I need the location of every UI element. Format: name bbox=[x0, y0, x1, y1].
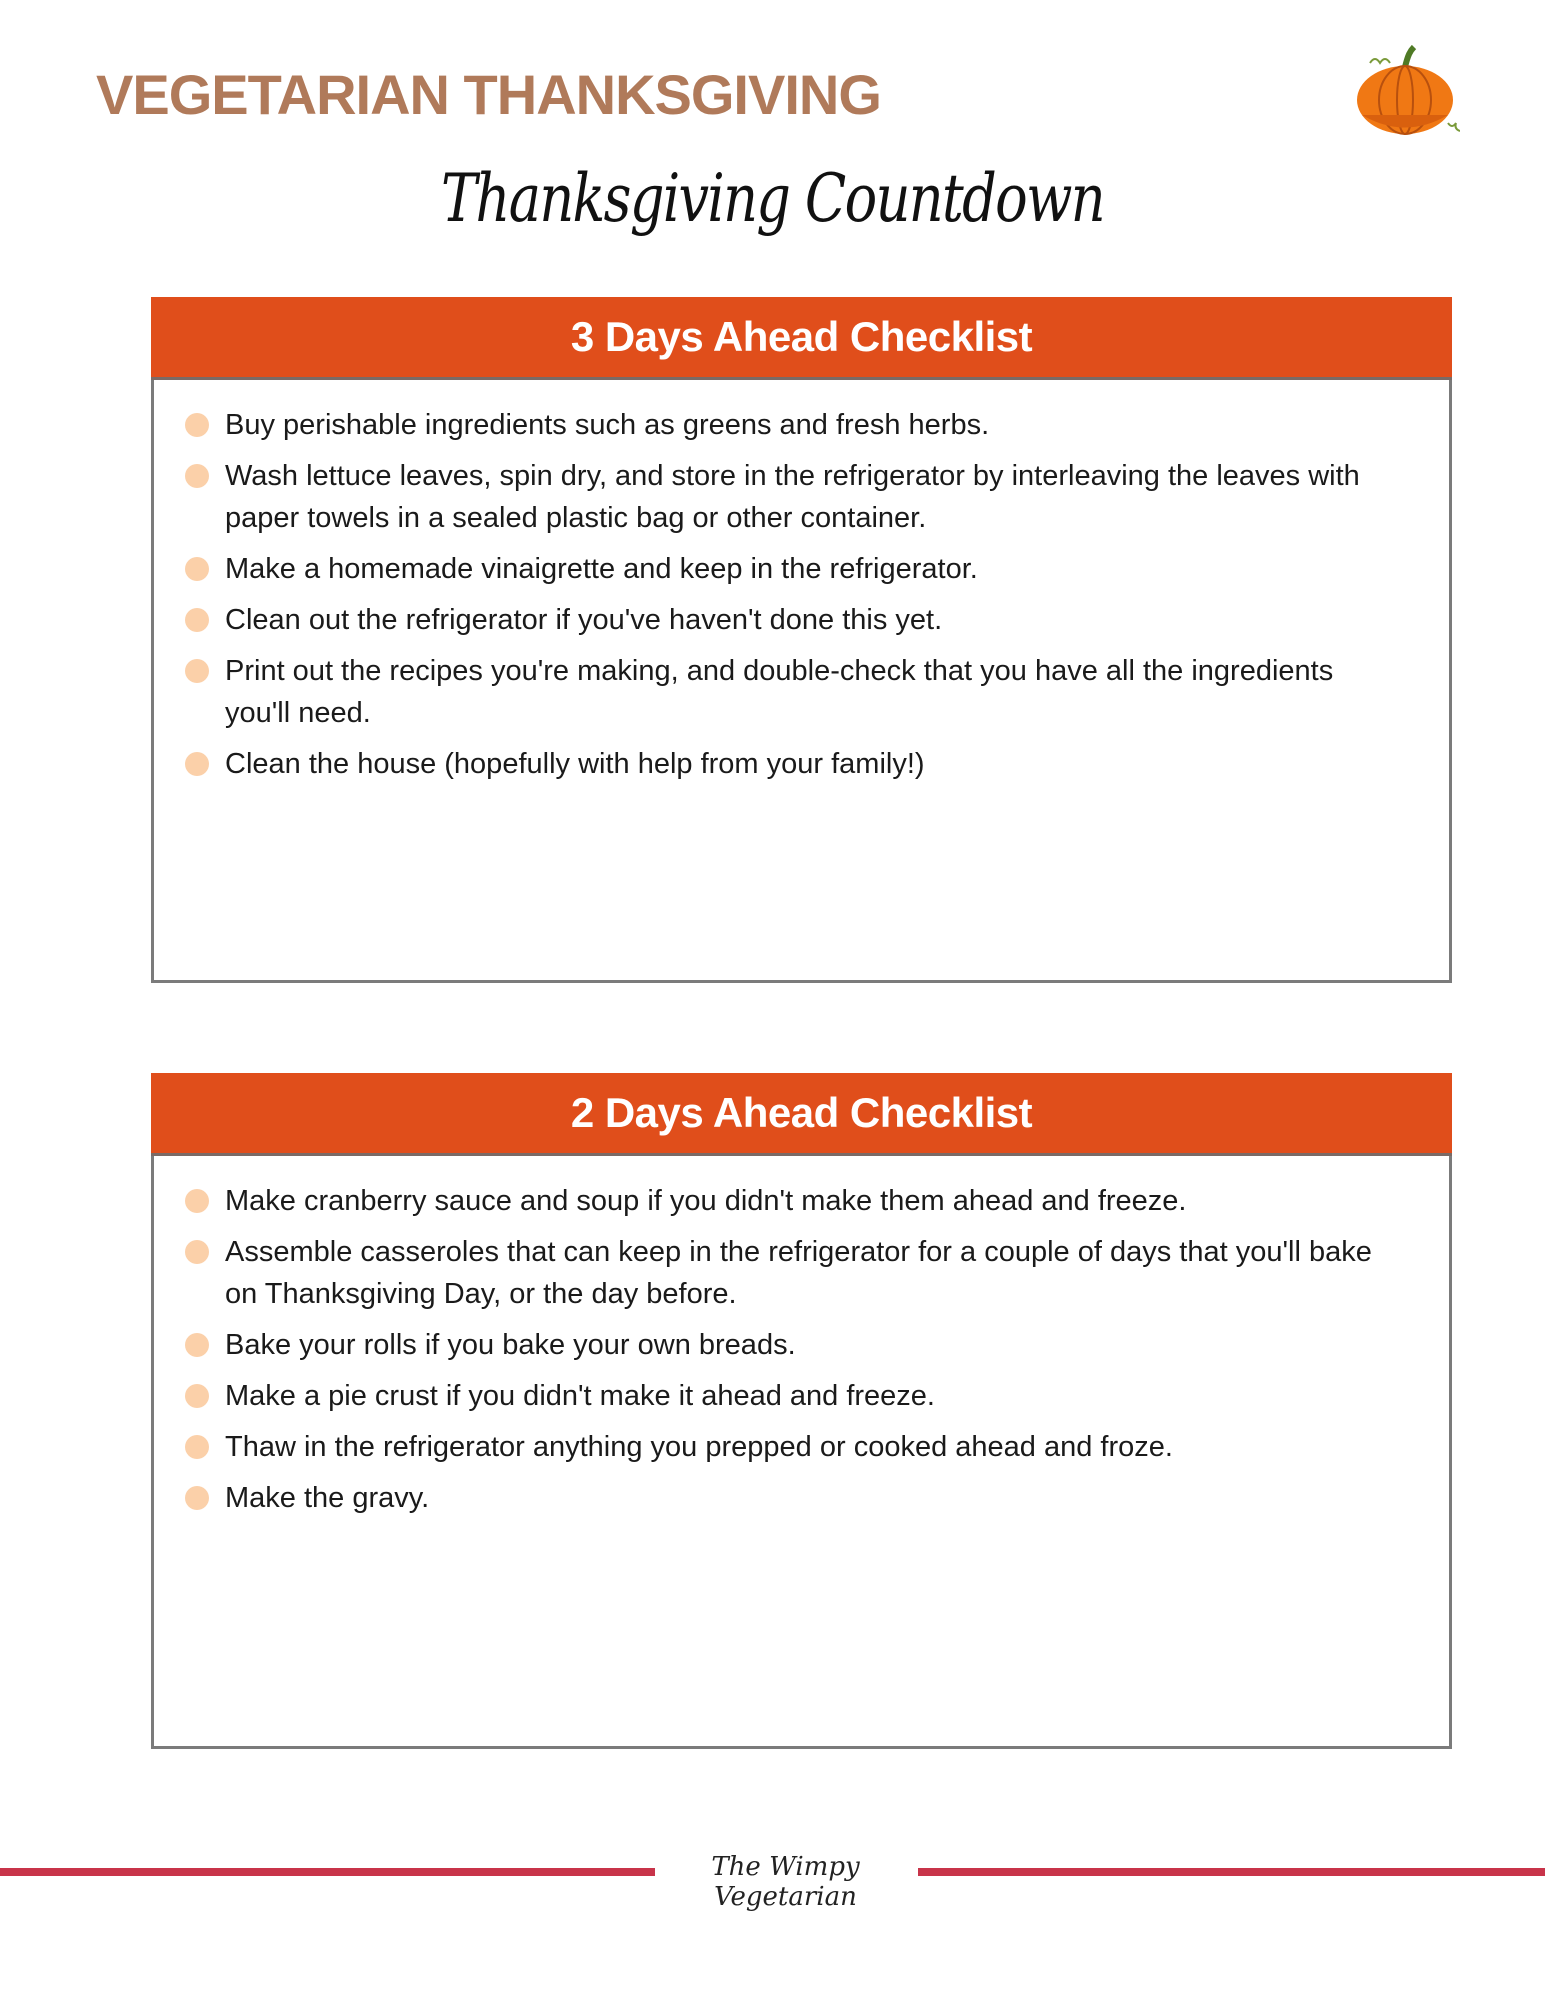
list-item bbox=[154, 1180, 1449, 1222]
item-text: Bake your rolls if you bake your own breads. bbox=[225, 1329, 796, 1361]
list-item bbox=[154, 455, 1449, 539]
pumpkin-icon bbox=[1350, 45, 1460, 135]
checklist-2-days bbox=[151, 1073, 1452, 1749]
item-text: Assemble casseroles that can keep in the refrigerator for a couple of days that you'll bake on Thanksgiving Day, or the day before. bbox=[225, 1236, 1372, 1310]
item-text: Buy perishable ingredients such as greens and fresh herbs. bbox=[225, 409, 990, 441]
item-text: Clean out the refrigerator if you've haven't done this yet. bbox=[225, 604, 943, 636]
footer-divider-left bbox=[0, 1868, 655, 1876]
page-subtitle: Thanksgiving Countdown bbox=[441, 160, 1104, 237]
item-text: Make cranberry sauce and soup if you didn't make them ahead and freeze. bbox=[225, 1185, 1187, 1217]
bullet-icon bbox=[185, 752, 209, 776]
list-item bbox=[154, 650, 1449, 734]
list-item bbox=[154, 1375, 1449, 1417]
list-item bbox=[154, 548, 1449, 590]
item-text: Thaw in the refrigerator anything you prepped or cooked ahead and froze. bbox=[225, 1431, 1173, 1463]
bullet-icon bbox=[185, 1333, 209, 1357]
bullet-icon bbox=[185, 557, 209, 581]
item-text: Make a homemade vinaigrette and keep in the refrigerator. bbox=[225, 553, 978, 585]
bullet-icon bbox=[185, 464, 209, 488]
list-item bbox=[154, 599, 1449, 641]
bullet-icon bbox=[185, 1486, 209, 1510]
item-text: Make a pie crust if you didn't make it ahead and freeze. bbox=[225, 1380, 935, 1412]
footer-signature: The Wimpy Vegetarian bbox=[711, 1852, 860, 1912]
bullet-icon bbox=[185, 1384, 209, 1408]
bullet-icon bbox=[185, 608, 209, 632]
list-item bbox=[154, 1477, 1449, 1519]
item-text: Wash lettuce leaves, spin dry, and store in the refrigerator by interleaving the leaves with paper towels in a sealed plastic bag or other container. bbox=[225, 460, 1360, 534]
item-text: Print out the recipes you're making, and double-check that you have all the ingredients you'll need. bbox=[225, 655, 1334, 729]
checklist-title: 2 Days Ahead Checklist bbox=[151, 1073, 1452, 1156]
bullet-icon bbox=[185, 1240, 209, 1264]
bullet-icon bbox=[185, 1435, 209, 1459]
bullet-icon bbox=[185, 1189, 209, 1213]
item-text: Clean the house (hopefully with help from your family!) bbox=[225, 748, 925, 780]
list-item bbox=[154, 743, 1449, 785]
list-item bbox=[154, 1426, 1449, 1468]
item-text: Make the gravy. bbox=[225, 1482, 430, 1514]
list-item bbox=[154, 1324, 1449, 1366]
list-item bbox=[154, 1231, 1449, 1315]
checklist-3-days bbox=[151, 297, 1452, 983]
brand-title: VEGETARIAN THANKSGIVING bbox=[96, 63, 881, 126]
list-item bbox=[154, 404, 1449, 446]
bullet-icon bbox=[185, 659, 209, 683]
checklist-title: 3 Days Ahead Checklist bbox=[151, 297, 1452, 380]
bullet-icon bbox=[185, 413, 209, 437]
footer-divider-right bbox=[918, 1868, 1545, 1876]
